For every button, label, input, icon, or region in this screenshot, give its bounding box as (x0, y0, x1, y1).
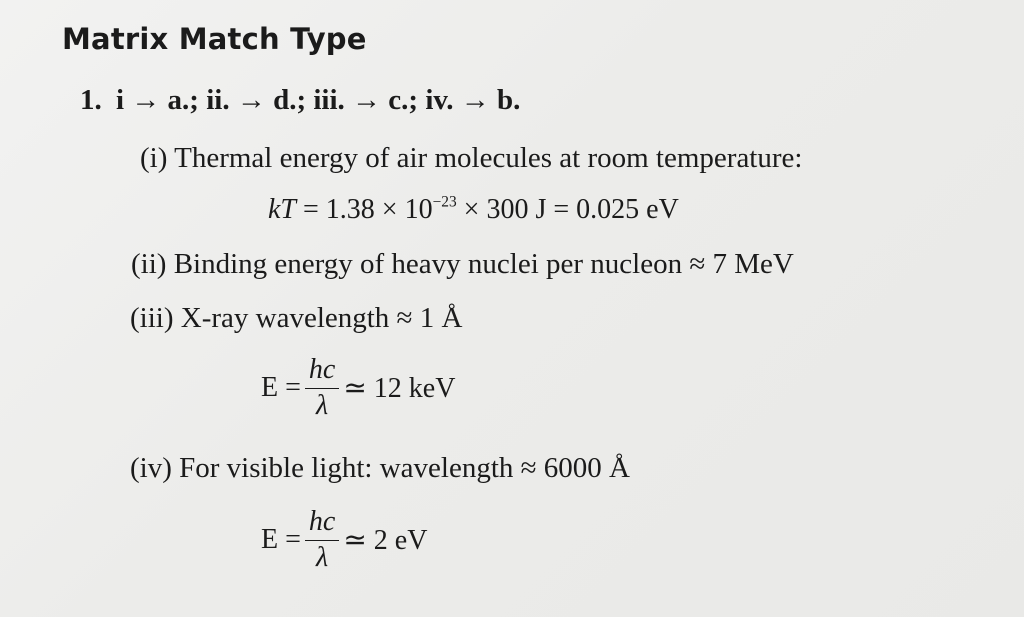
visible-energy-equation (261, 507, 427, 574)
thermal-mid-a: = 1.38 × 10 (303, 194, 433, 225)
item-iii-text: X-ray wavelength ≈ 1 Å (180, 302, 463, 334)
item-ii-label: (ii) (131, 248, 167, 280)
item-iv-label: (iv) (130, 452, 172, 484)
item-i (140, 142, 802, 175)
xray-numerator: hc (305, 355, 339, 389)
visible-numerator: hc (305, 507, 339, 541)
item-ii (131, 248, 794, 281)
item-i-text: Thermal energy of air molecules at room temperature: (174, 142, 803, 174)
xray-rhs: ≃ 12 keV (343, 373, 456, 405)
visible-denominator: λ (316, 541, 329, 573)
answer-line (80, 84, 520, 117)
item-iii-label: (iii) (130, 302, 174, 334)
visible-fraction (305, 507, 339, 574)
answer-text: i → a.; ii. → d.; iii. → c.; iv. → b. (116, 84, 521, 116)
xray-denominator: λ (316, 389, 329, 421)
visible-rhs: ≃ 2 eV (343, 525, 428, 557)
item-i-label: (i) (140, 142, 168, 174)
thermal-mid-b: × 300 J = 0.025 eV (463, 194, 679, 225)
visible-lhs: E = (261, 524, 301, 556)
xray-lhs: E = (261, 372, 301, 404)
item-iii (130, 302, 462, 335)
section-heading: Matrix Match Type (62, 22, 367, 56)
item-iv-text: For visible light: wavelength ≈ 6000 Å (179, 452, 630, 484)
thermal-lhs: kT (268, 194, 296, 225)
xray-fraction (305, 355, 339, 422)
answer-number: 1. (80, 84, 102, 116)
item-ii-text: Binding energy of heavy nuclei per nucleon ≈ 7 MeV (173, 248, 794, 280)
thermal-exponent: −23 (432, 193, 457, 211)
item-iv (130, 452, 630, 485)
xray-energy-equation (261, 355, 455, 422)
thermal-energy-equation (268, 194, 679, 226)
